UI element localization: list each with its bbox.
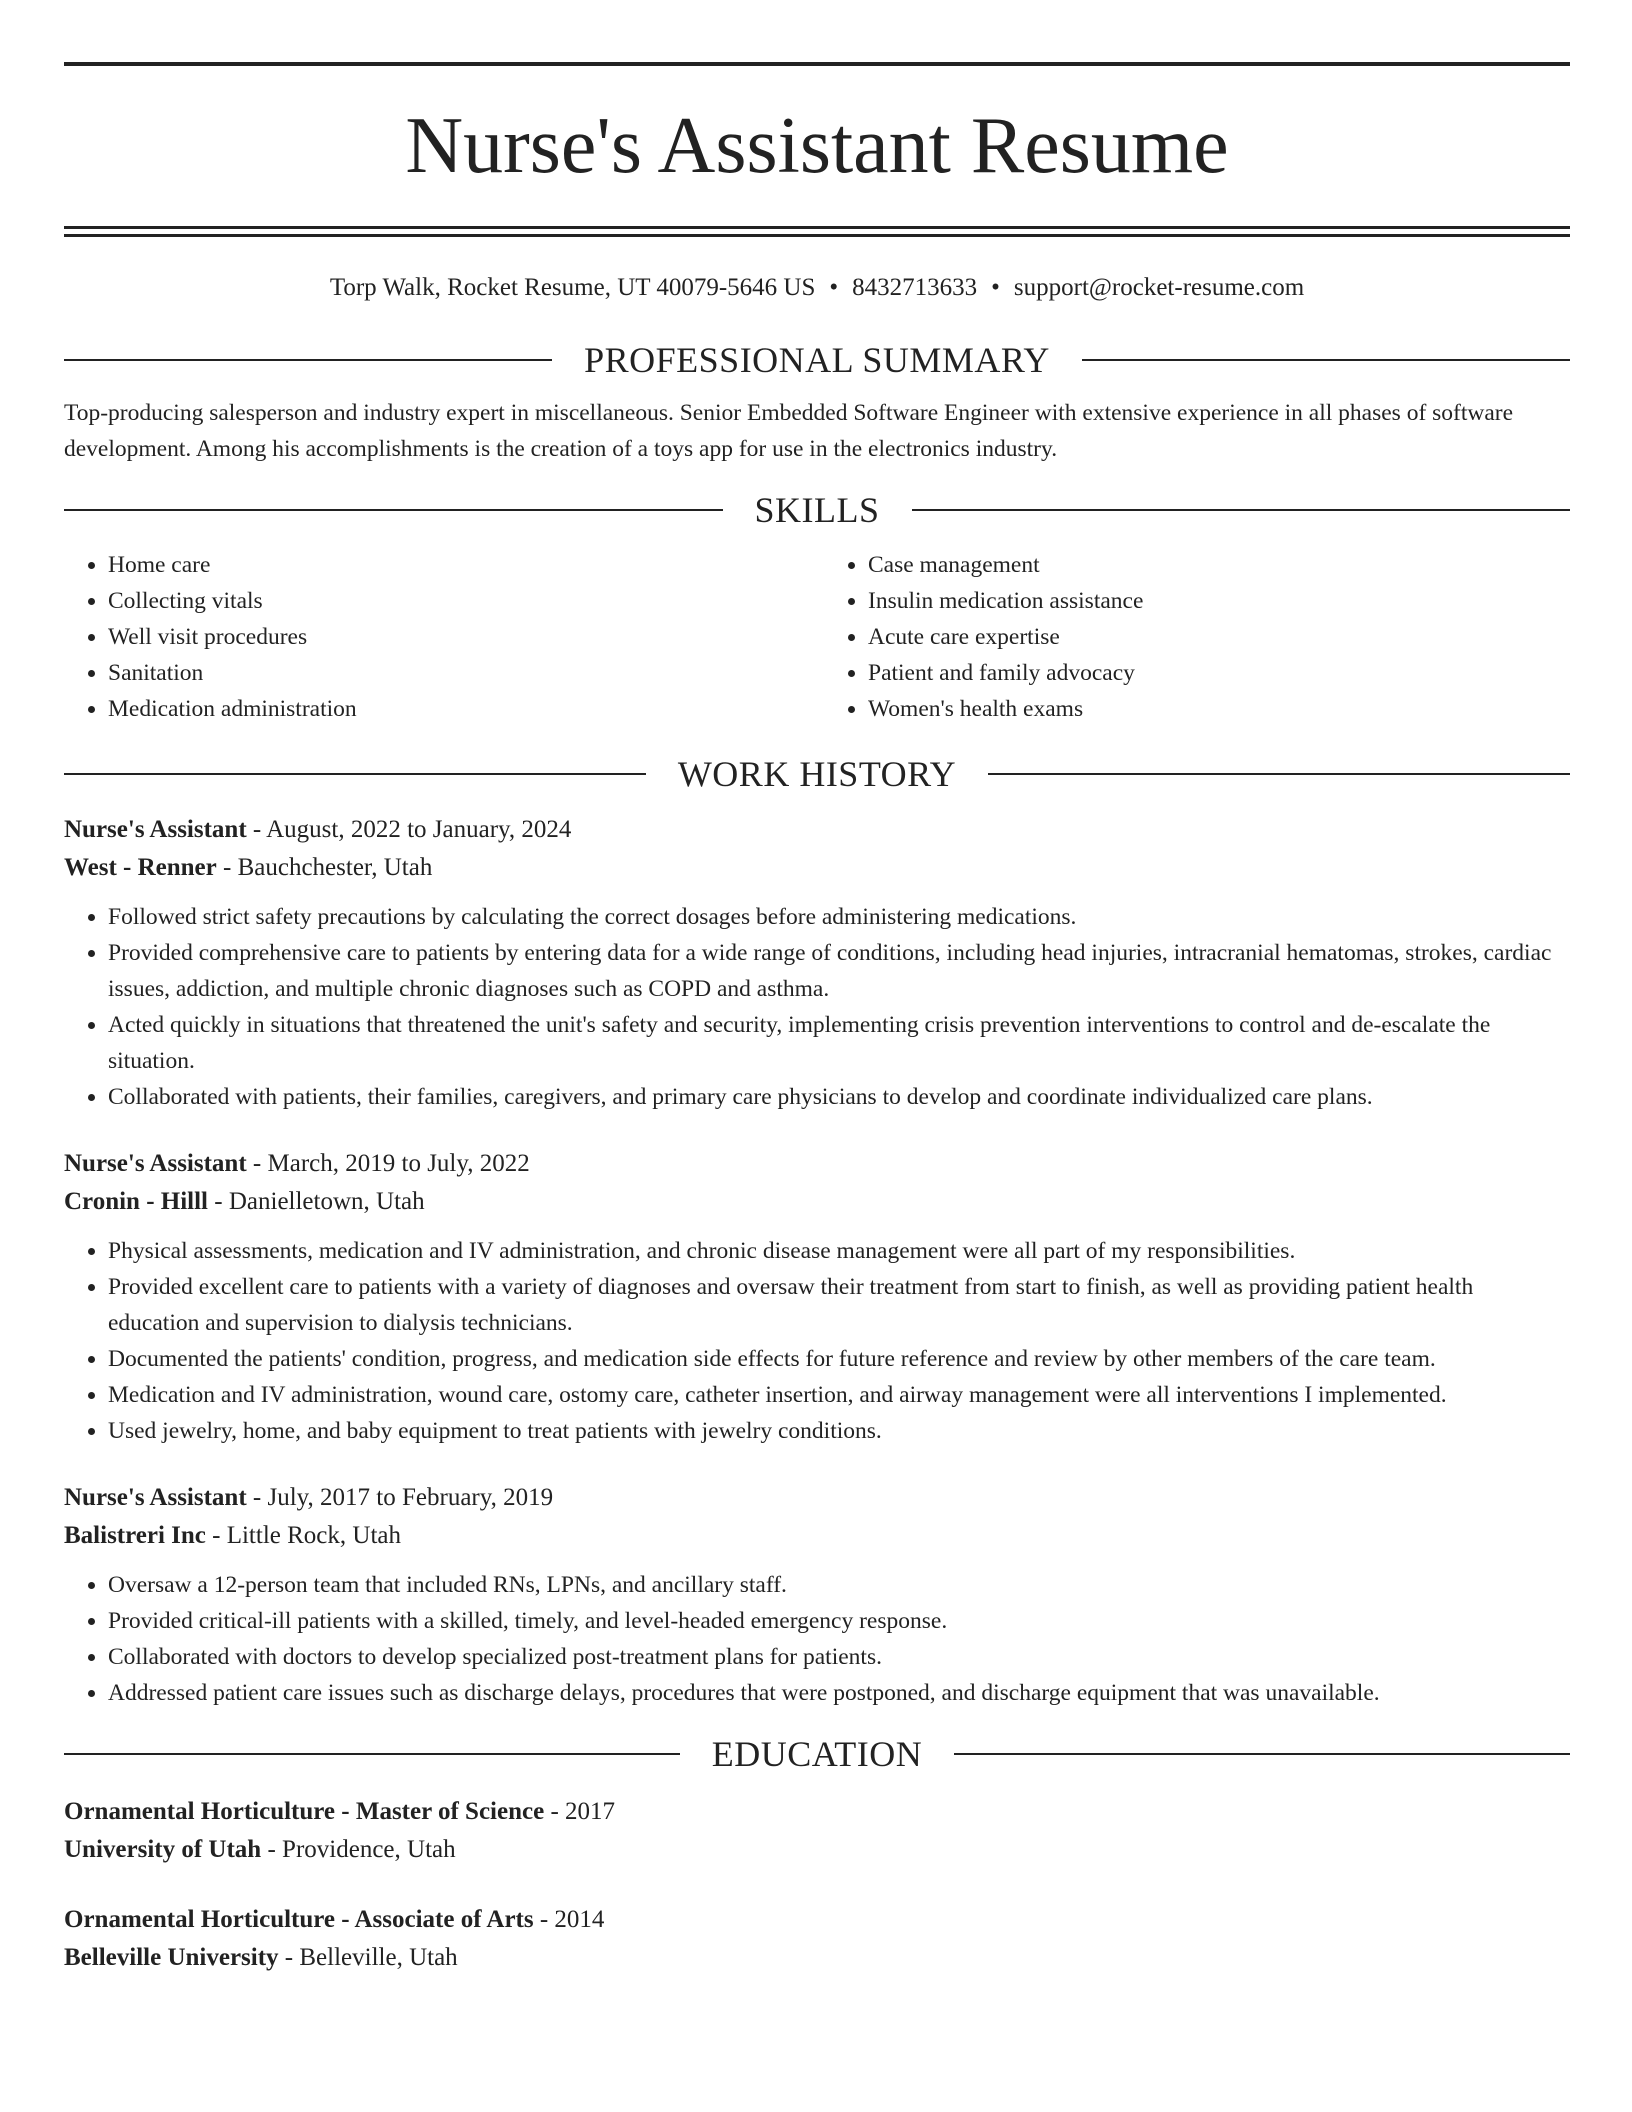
education-entry <box>64 1901 1570 1977</box>
job-bullet: • Documented the patients' condition, progress, and medication side effects for future reference and review by other members of the care team. <box>108 1341 1570 1377</box>
top-rule <box>64 62 1570 66</box>
heading-rule <box>64 1753 680 1755</box>
contact-phone: 8432713633 <box>852 274 978 301</box>
title-double-rule <box>64 226 1570 237</box>
job-title-line: Nurse's Assistant - August, 2022 to January, 2024 <box>64 816 572 843</box>
heading-label: WORK HISTORY <box>677 754 957 794</box>
job-bullet: • Oversaw a 12-person team that included RNs, LPNs, and ancillary staff. <box>108 1567 1570 1603</box>
job-title: Nurse's Assistant <box>64 1484 247 1511</box>
education-degree-line: Ornamental Horticulture - Associate of Arts - 2014 <box>64 1906 605 1933</box>
education-degree: Ornamental Horticulture - Master of Science <box>64 1798 545 1825</box>
education-location: Belleville, Utah <box>299 1944 458 1971</box>
heading-rule <box>64 773 646 775</box>
job-bullets <box>64 899 1570 1115</box>
contact-separator: • <box>829 274 839 301</box>
job-title-line: Nurse's Assistant - July, 2017 to February, 2019 <box>64 1484 554 1511</box>
job-bullet: • Collaborated with doctors to develop specialized post-treatment plans for patients. <box>108 1639 1570 1675</box>
heading-label: PROFESSIONAL SUMMARY <box>584 340 1050 380</box>
summary-text: Top-producing salesperson and industry expert in miscellaneous. Senior Embedded Software Engineer with extensive experience in all phases of software development. Among his accomplishments is the creation of a toys app for use in the electronics industry. <box>64 400 1514 462</box>
job-bullet: • Provided comprehensive care to patients by entering data for a wide range of conditions, including head injuries, intracranial hematomas, strokes, cardiac issues, addiction, and multiple chronic diagnoses such as COPD and asthma. <box>108 935 1570 1007</box>
contact-email: support@rocket-resume.com <box>1013 274 1305 301</box>
job-location: Bauchchester, Utah <box>237 854 433 881</box>
education-year: 2017 <box>565 1798 616 1825</box>
heading-rule <box>1082 359 1570 361</box>
skill-item: • Women's health exams <box>868 691 1570 727</box>
contact-separator: • <box>991 274 1000 301</box>
skill-item: • Insulin medication assistance <box>868 583 1570 619</box>
heading-rule <box>988 773 1570 775</box>
job-dates: July, 2017 to February, 2019 <box>267 1484 554 1511</box>
job-bullet: • Addressed patient care issues such as discharge delays, procedures that were postponed, and discharge equipment that was unavailable. <box>108 1675 1570 1711</box>
resume-content <box>64 62 1570 1977</box>
job-location: Little Rock, Utah <box>226 1522 401 1549</box>
skill-item: • Home care <box>108 547 810 583</box>
job-location: Danielletown, Utah <box>228 1188 425 1215</box>
heading-rule <box>912 509 1571 511</box>
resume-title: Nurse's Assistant Resume <box>405 102 1229 190</box>
skill-item: • Patient and family advocacy <box>868 655 1570 691</box>
skills-column-right <box>810 547 1570 727</box>
skill-item: • Collecting vitals <box>108 583 810 619</box>
job-title: Nurse's Assistant <box>64 816 247 843</box>
job-company-line: Balistreri Inc - Little Rock, Utah <box>64 1522 401 1549</box>
heading-label: SKILLS <box>754 490 880 530</box>
education-year: 2014 <box>554 1906 605 1933</box>
skill-item: • Sanitation <box>108 655 810 691</box>
job-bullet: • Acted quickly in situations that threatened the unit's safety and security, implementing crisis prevention interventions to control and de-escalate the situation. <box>108 1007 1570 1079</box>
job-bullet: • Provided critical-ill patients with a skilled, timely, and level-headed emergency response. <box>108 1603 1570 1639</box>
job-entry <box>64 1145 1570 1449</box>
section-heading-work <box>64 749 1570 799</box>
education-location: Providence, Utah <box>282 1836 456 1863</box>
education-school: University of Utah <box>64 1836 262 1863</box>
job-dates: March, 2019 to July, 2022 <box>267 1150 530 1177</box>
job-bullets <box>64 1233 1570 1449</box>
job-bullet: • Collaborated with patients, their families, caregivers, and primary care physicians to develop and coordinate individualized care plans. <box>108 1079 1570 1115</box>
heading-label: EDUCATION <box>711 1734 923 1774</box>
job-entry <box>64 811 1570 1115</box>
job-bullet: • Followed strict safety precautions by calculating the correct dosages before administering medications. <box>108 899 1570 935</box>
skill-item: • Case management <box>868 547 1570 583</box>
education-school-line: Belleville University - Belleville, Utah <box>64 1944 458 1971</box>
skill-item: • Acute care expertise <box>868 619 1570 655</box>
heading-rule <box>64 509 723 511</box>
heading-rule <box>954 1753 1570 1755</box>
education-school-line: University of Utah - Providence, Utah <box>64 1836 456 1863</box>
job-company-line: West - Renner - Bauchchester, Utah <box>64 854 433 881</box>
job-bullet: • Used jewelry, home, and baby equipment to treat patients with jewelry conditions. <box>108 1413 1570 1449</box>
skills-column-left <box>64 547 810 727</box>
education-school: Belleville University <box>64 1944 279 1971</box>
job-dates: August, 2022 to January, 2024 <box>266 816 572 843</box>
job-bullet: • Medication and IV administration, wound care, ostomy care, catheter insertion, and airway management were all interventions I implemented. <box>108 1377 1570 1413</box>
job-title: Nurse's Assistant <box>64 1150 247 1177</box>
job-bullet: • Physical assessments, medication and IV administration, and chronic disease management were all part of my responsibilities. <box>108 1233 1570 1269</box>
job-entry <box>64 1479 1570 1711</box>
job-company: West - Renner <box>64 854 217 881</box>
job-bullets <box>64 1567 1570 1711</box>
section-heading-education <box>64 1729 1570 1779</box>
skill-item: • Well visit procedures <box>108 619 810 655</box>
skills-list <box>64 547 1570 727</box>
work-history <box>64 811 1570 1711</box>
contact-address: Torp Walk, Rocket Resume, UT 40079-5646 US <box>329 274 816 301</box>
job-company-line: Cronin - Hilll - Danielletown, Utah <box>64 1188 425 1215</box>
education-degree: Ornamental Horticulture - Associate of Arts <box>64 1906 534 1933</box>
heading-rule <box>64 359 552 361</box>
job-company: Balistreri Inc <box>64 1522 206 1549</box>
education-entry <box>64 1793 1570 1869</box>
contact-line <box>64 271 1570 305</box>
section-heading-skills <box>64 485 1570 535</box>
job-company: Cronin - Hilll <box>64 1188 209 1215</box>
job-bullet: • Provided excellent care to patients with a variety of diagnoses and oversaw their treatment from start to finish, as well as providing patient health education and supervision to dialysis technicians. <box>108 1269 1570 1341</box>
education-degree-line: Ornamental Horticulture - Master of Science - 2017 <box>64 1798 616 1825</box>
section-heading-summary <box>64 335 1570 385</box>
skill-item: • Medication administration <box>108 691 810 727</box>
job-title-line: Nurse's Assistant - March, 2019 to July, 2022 <box>64 1150 530 1177</box>
